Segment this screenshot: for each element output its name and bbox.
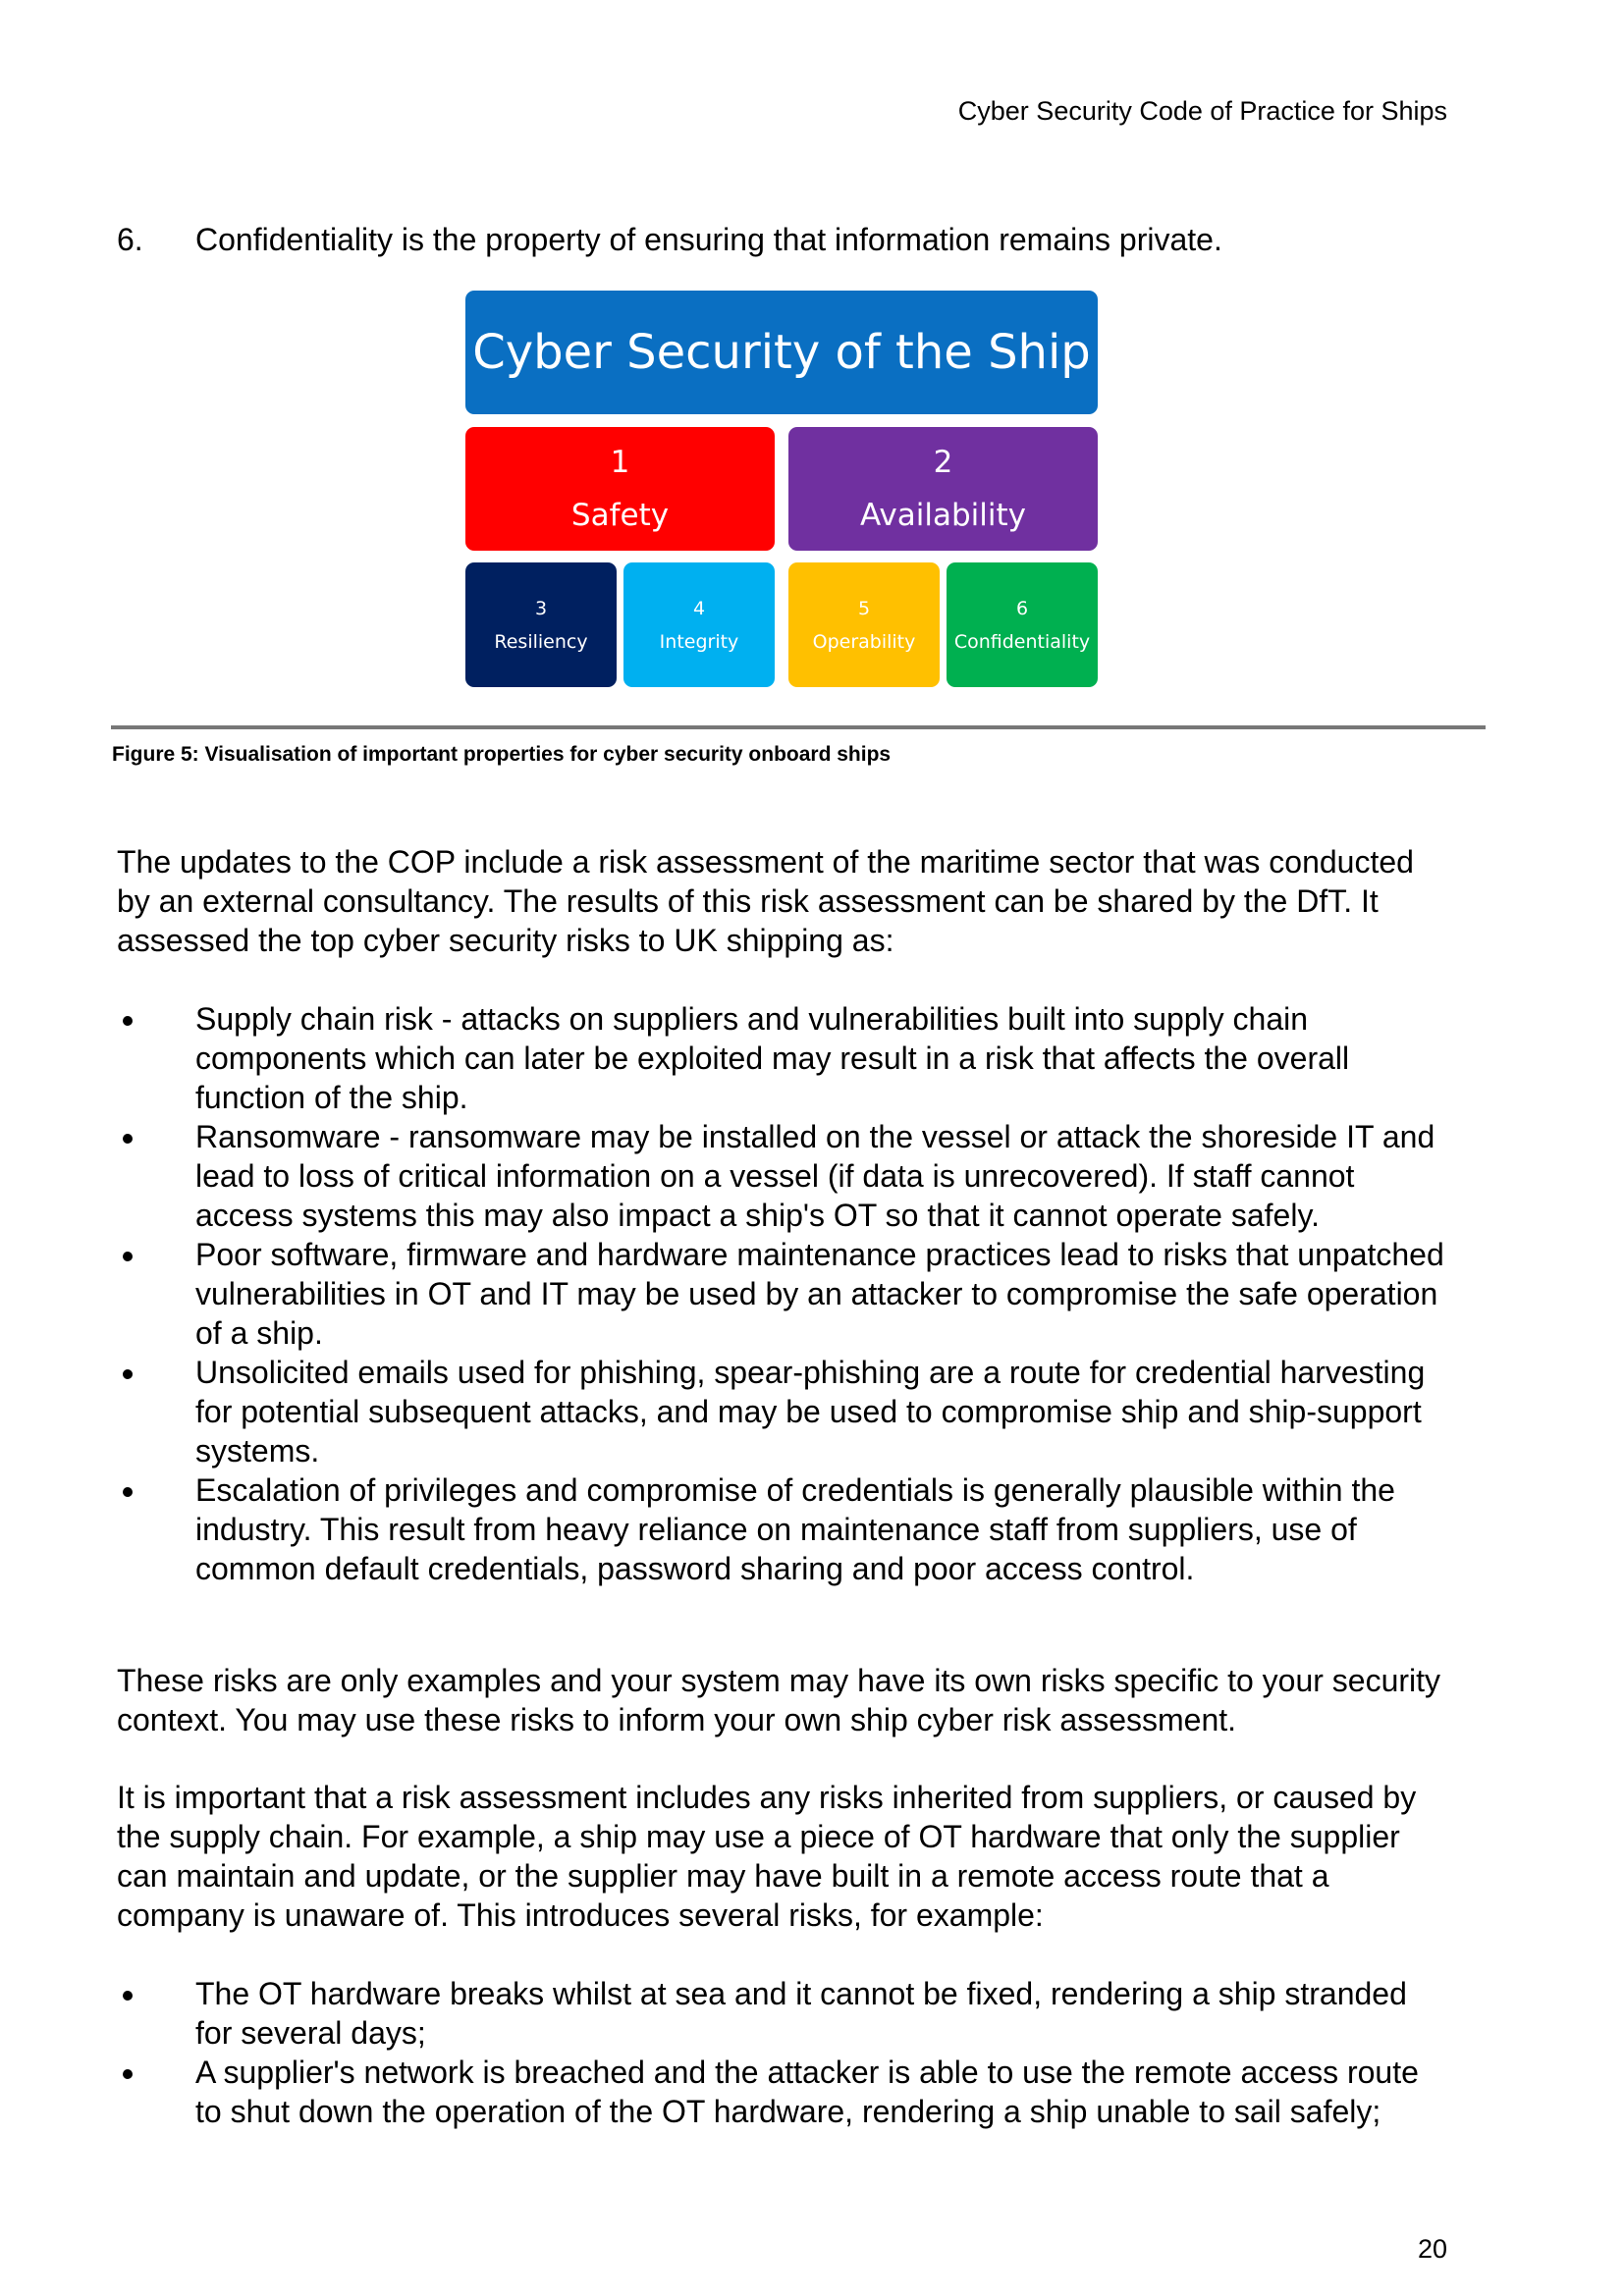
list-item: Unsolicited emails used for phishing, spear-phishing are a route for credential harvesting for potential subsequent attacks, and may be used to compromise ship and ship-support systems. (117, 1353, 1452, 1470)
item-text: Confidentiality is the property of ensuring that information remains private. (195, 222, 1222, 257)
bullet-icon (123, 1016, 133, 1026)
property-number: 1 (610, 445, 630, 480)
paragraph-supply-chain: It is important that a risk assessment includes any risks inherited from suppliers, or caused by the supply chain. For example, a ship may use a piece of OT hardware that only the supplier can maintain and update, or the supplier may have built in a remote access route that a company is unaware of. This introduces several risks, for example: (117, 1780, 1417, 1933)
list-item: The OT hardware breaks whilst at sea and it cannot be fixed, rendering a ship stranded for several days; (117, 1974, 1452, 2053)
property-box-safety (465, 427, 775, 551)
bullet-icon (123, 1487, 133, 1497)
item-number: 6. (117, 222, 143, 257)
bullet-icon (123, 2069, 133, 2079)
list-item: Poor software, firmware and hardware maintenance practices lead to risks that unpatched vulnerabilities in OT and IT may be used by an attacker to compromise the safe operation of a ship. (117, 1235, 1452, 1353)
property-number: 4 (692, 597, 706, 619)
cyber-security-diagram (0, 0, 1624, 707)
figure-caption: Figure 5: Visualisation of important properties for cyber security onboard ships (112, 743, 892, 766)
risk-list (117, 999, 1452, 1588)
list-item: Supply chain risk - attacks on suppliers and vulnerabilities built into supply chain components which can later be exploited may result in a risk that affects the overall function of the ship. (117, 999, 1452, 1117)
diagram-title: Cyber Security of the Ship (472, 325, 1091, 380)
property-box-resiliency (465, 562, 617, 687)
diagram-title-box (465, 291, 1098, 414)
example-list (117, 1974, 1452, 2131)
property-label: Confidentiality (953, 630, 1091, 653)
bullet-icon (123, 1252, 133, 1261)
page-number: 20 (1417, 2234, 1447, 2264)
property-box-operability (788, 562, 940, 687)
list-item: A supplier's network is breached and the attacker is able to use the remote access route to shut down the operation of the OT hardware, rendering a ship unable to sail safely; (117, 2053, 1452, 2131)
paragraph-examples-note: These risks are only examples and your system may have its own risks specific to your security context. You may use these risks to inform your own ship cyber risk assessment. (117, 1663, 1441, 1737)
property-label: Integrity (659, 630, 739, 653)
property-box-integrity (623, 562, 775, 687)
property-label: Operability (812, 630, 916, 653)
bullet-icon (123, 1134, 133, 1144)
property-box-confidentiality (947, 562, 1098, 687)
property-label: Resiliency (494, 630, 588, 653)
property-label: Safety (570, 498, 670, 533)
bullet-icon (123, 1369, 133, 1379)
property-number: 6 (1015, 597, 1029, 619)
property-label: Availability (860, 498, 1026, 533)
property-box-availability (788, 427, 1098, 551)
property-number: 2 (933, 445, 953, 480)
running-header: Cyber Security Code of Practice for Ships (957, 96, 1447, 126)
bullet-icon (123, 1991, 133, 2001)
list-item: Escalation of privileges and compromise of credentials is generally plausible within the industry. This result from heavy reliance on maintenance staff from suppliers, use of common default credentials, password sharing and poor access control. (117, 1470, 1452, 1588)
figure-divider (111, 725, 1486, 729)
paragraph-intro: The updates to the COP include a risk assessment of the maritime sector that was conducted by an external consultancy. The results of this risk assessment can be shared by the DfT. It assessed the top cyber security risks to UK shipping as: (117, 844, 1414, 958)
list-item: Ransomware - ransomware may be installed on the vessel or attack the shoreside IT and lead to loss of critical information on a vessel (if data is unrecovered). If staff cannot access systems this may also impact a ship's OT so that it cannot operate safely. (117, 1117, 1452, 1235)
property-number: 5 (857, 597, 871, 619)
property-number: 3 (534, 597, 548, 619)
